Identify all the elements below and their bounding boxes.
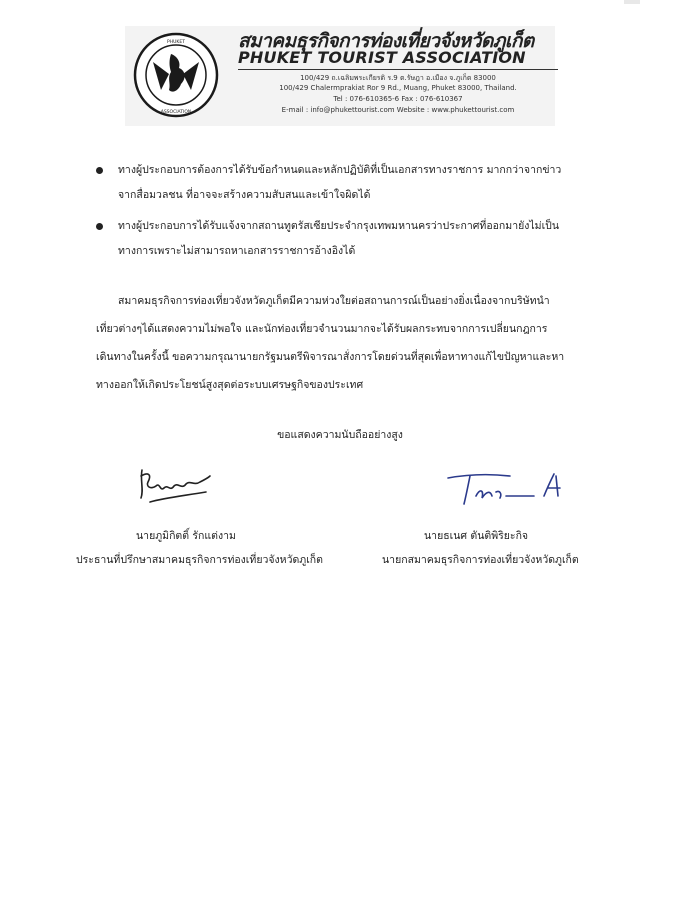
phone-fax: Tel : 076-610365-6 Fax : 076-610367 bbox=[333, 95, 463, 103]
bullet-icon bbox=[96, 167, 103, 174]
bullet-list bbox=[96, 158, 636, 266]
address-thai: 100/429 ถ.เฉลิมพระเกียรติ ร.9 ต.รัษฎา อ.เมือง จ.ภูเก็ต 83000 bbox=[300, 74, 496, 82]
list-item bbox=[96, 214, 636, 264]
bullet-text: ทางผู้ประกอบการต้องการได้รับข้อกำหนดและหลักปฏิบัติที่เป็นเอกสารทางราชการ มากกว่าจากข่าว จากสื่อมวลชน ที่อาจจะสร้างความสับสนและเข้าใจผิดได้ bbox=[118, 164, 562, 201]
svg-text:PHUKET: PHUKET bbox=[167, 40, 185, 45]
signature-left bbox=[130, 456, 220, 516]
bullet-text: ทางผู้ประกอบการได้รับแจ้งจากสถานทูตรัสเซียประจำกรุงเทพมหานครว่าประกาศที่ออกมายังไม่เป็น ทางการเพราะไม่สามารถหาเอกสารราชการอ้างอิงได้ bbox=[118, 220, 560, 257]
signer-left-title: ประธานที่ปรึกษาสมาคมธุรกิจการท่องเที่ยวจังหวัดภูเก็ต bbox=[76, 554, 323, 566]
email-website: E-mail : info@phukettourist.com Website : www.phukettourist.com bbox=[281, 106, 515, 114]
org-name-thai: สมาคมธุรกิจการท่องเที่ยวจังหวัดภูเก็ต bbox=[238, 30, 534, 52]
bullet-icon bbox=[96, 223, 103, 230]
address-english: 100/429 Chalermprakiat Ror 9 Rd., Muang, Phuket 83000, Thailand. bbox=[279, 84, 517, 92]
signer-right-name: นายธเนศ ตันติพิริยะกิจ bbox=[424, 530, 529, 542]
association-logo bbox=[133, 32, 219, 118]
closing-salutation: ขอแสดงความนับถืออย่างสูง bbox=[277, 429, 403, 441]
page-corner-mark bbox=[624, 0, 640, 4]
svg-text:ASSOCIATION: ASSOCIATION bbox=[160, 110, 192, 115]
body-paragraph: สมาคมธุรกิจการท่องเที่ยวจังหวัดภูเก็ตมีความห่วงใยต่อสถานการณ์เป็นอย่างยิ่งเนื่องจากบริษัทนำ เที่ยวต่างๆได้แสดงความไม่พอใจ และนักท่องเที่ยวจำนวนมากจะได้รับผลกระทบจากการเปลี่ยนกฎการ เดินทางในครั้งนี้ ขอความกรุณานายกรัฐมนตรีพิจารณาสั่งการโดยด่วนที่สุดเพื่อหาทางแก้ไขปัญหาและหา ทางออกให้เกิดประโยชน์สูงสุดต่อระบบเศรษฐกิจของประเทศ bbox=[96, 295, 565, 391]
signer-right-title: นายกสมาคมธุรกิจการท่องเที่ยวจังหวัดภูเก็ต bbox=[382, 554, 579, 566]
signer-left-name: นายภูมิกิตติ์ รักแต่งาม bbox=[136, 530, 236, 542]
list-item bbox=[96, 158, 636, 208]
org-name-english: PHUKET TOURIST ASSOCIATION bbox=[238, 48, 558, 70]
signature-right bbox=[440, 466, 570, 510]
